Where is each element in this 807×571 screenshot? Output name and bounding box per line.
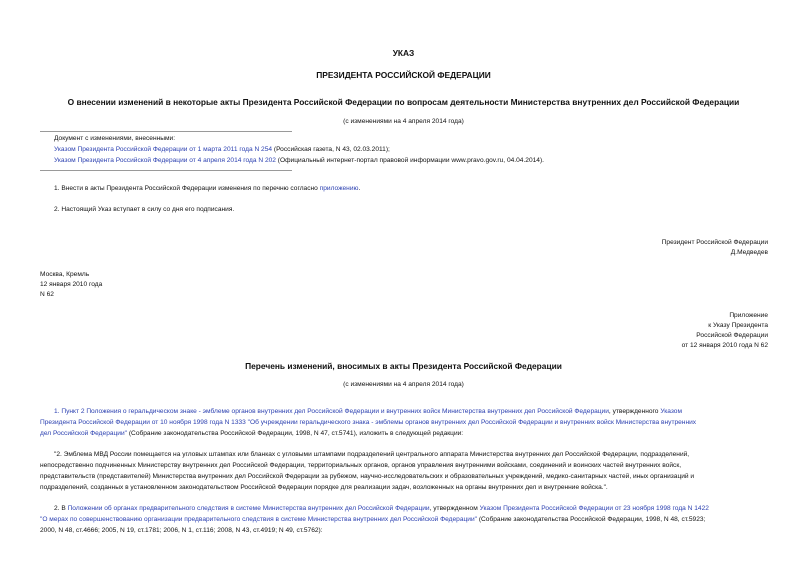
- item-2: 2. Настоящий Указ вступает в силу со дня его подписания.: [54, 206, 235, 213]
- list-revision-note: (с изменениями на 4 апреля 2014 года): [343, 381, 464, 388]
- decree-subject: О внесении изменений в некоторые акты Президента Российской Федерации по вопросам деятельности Министерства внутренних дел Российской Федерации: [67, 97, 740, 107]
- point-2-rest: (Собрание законодательства Российской Федерации, 1998, N 48, ст.5923;: [477, 516, 706, 523]
- item-1: [54, 184, 360, 194]
- decree-1422-link[interactable]: Указом Президента Российской Федерации от 23 ноября 1998 года N 1422: [479, 505, 709, 512]
- point-2-prefix: 2. В: [54, 505, 68, 512]
- point-2-line-1: [54, 504, 709, 514]
- quote-line-2: непосредственно подчиненных Министерству внутренних дел Российской Федерации, территориальных органов, органов управления внутренними войсками, соединений и воинских частей внутренних войск,: [40, 462, 682, 469]
- decree-1333-link[interactable]: Президента Российской Федерации от 10 ноября 1998 года N 1333 "Об учреждении геральдического знака - эмблемы органов внутренних дел Российской Федерации и внутренних войск Министерства внутренних: [40, 419, 697, 426]
- changes-line-2: [54, 156, 544, 166]
- decree-heading: УКАЗ: [392, 48, 415, 58]
- decree-revision-note: (с изменениями на 4 апреля 2014 года): [343, 118, 464, 125]
- heraldic-sign-regulation-link[interactable]: 1. Пункт 2 Положения о геральдическом знаке - эмблеме органов внутренних дел Российской Федерации и внутренних войск Министерства внутренних дел Российской Федерации: [54, 408, 609, 415]
- investigation-bodies-regulation-link[interactable]: Положении об органах предварительного следствия в системе Министерства внутренних дел Российской Федерации: [67, 505, 430, 512]
- quote-line-3: представительств (представителей) Министерства внутренних дел Российской Федерации за рубежом, научно-исследовательских и образовательных учреждений, медико-санитарных частей, иных организаций и: [40, 473, 695, 480]
- changes-bottom-divider: [40, 170, 292, 171]
- list-title: Перечень изменений, вносимых в акты Президента Российской Федерации: [245, 361, 562, 371]
- sign-place: Москва, Кремль: [40, 271, 90, 278]
- point-2-mid: , утвержденном: [429, 505, 480, 512]
- quote-line-1: "2. Эмблема МВД России помещается на угловых штампах или бланках с угловыми штампами подразделений центрального аппарата Министерства внутренних дел Российской Федерации, подразделений,: [54, 451, 690, 458]
- amendment-link-2014[interactable]: Указом Президента Российской Федерации от 4 апреля 2014 года N 202: [54, 157, 276, 164]
- changes-top-divider: [40, 131, 292, 132]
- changes-label: Документ с изменениями, внесенными:: [54, 135, 176, 142]
- decree-1333-link-start[interactable]: Указом: [660, 408, 682, 415]
- amendment-source-2011: (Российская газета, N 43, 02.03.2011);: [272, 146, 390, 153]
- point-1-rest: (Собрание законодательства Российской Федерации, 1998, N 47, ст.5741), изложить в следующей редакции:: [127, 430, 464, 437]
- appendix-line-4: от 12 января 2010 года N 62: [681, 342, 768, 349]
- appendix-line-2: к Указу Президента: [708, 322, 768, 329]
- decree-1422-title-link[interactable]: "О мерах по совершенствованию организации предварительного следствия в системе Министерства внутренних дел Российской Федерации": [40, 516, 477, 523]
- decree-1333-link-end[interactable]: дел Российской Федерации": [40, 430, 128, 437]
- item-1-end: .: [358, 185, 361, 192]
- appendix-link[interactable]: приложению: [319, 185, 359, 192]
- item-1-text: 1. Внести в акты Президента Российской Федерации изменения по перечню согласно: [54, 185, 320, 192]
- point-2-line-2: [40, 515, 705, 525]
- amendment-link-2011[interactable]: Указом Президента Российской Федерации от 1 марта 2011 года N 254: [54, 146, 273, 153]
- point-2-line-3: 2000, N 48, ст.4666; 2005, N 19, ст.1781; 2006, N 1, ст.116; 2008, N 43, ст.4919; N 49, ст.5762):: [40, 527, 323, 534]
- point-1-mid: , утвержденного: [608, 408, 661, 415]
- quote-line-4: подразделений, созданных в установленном законодательством Российской Федерации порядке для реализации задач, возложенных на органы внутренних дел и внутренние войска.".: [40, 484, 608, 491]
- changes-line-1: [54, 145, 390, 155]
- sign-date: 12 января 2010 года: [40, 281, 103, 288]
- signature-name: Д.Медведев: [730, 249, 768, 256]
- appendix-line-1: Приложение: [729, 312, 768, 319]
- point-1-line-1: [54, 407, 682, 417]
- amendment-source-2014: (Официальный интернет-портал правовой информации www.pravo.gov.ru, 04.04.2014).: [275, 157, 544, 164]
- appendix-line-3: Российской Федерации: [696, 332, 768, 339]
- point-1-line-3: [40, 429, 463, 439]
- signature-position: Президент Российской Федерации: [661, 239, 768, 246]
- decree-issuer: ПРЕЗИДЕНТА РОССИЙСКОЙ ФЕДЕРАЦИИ: [316, 70, 491, 80]
- decree-number: N 62: [40, 291, 54, 298]
